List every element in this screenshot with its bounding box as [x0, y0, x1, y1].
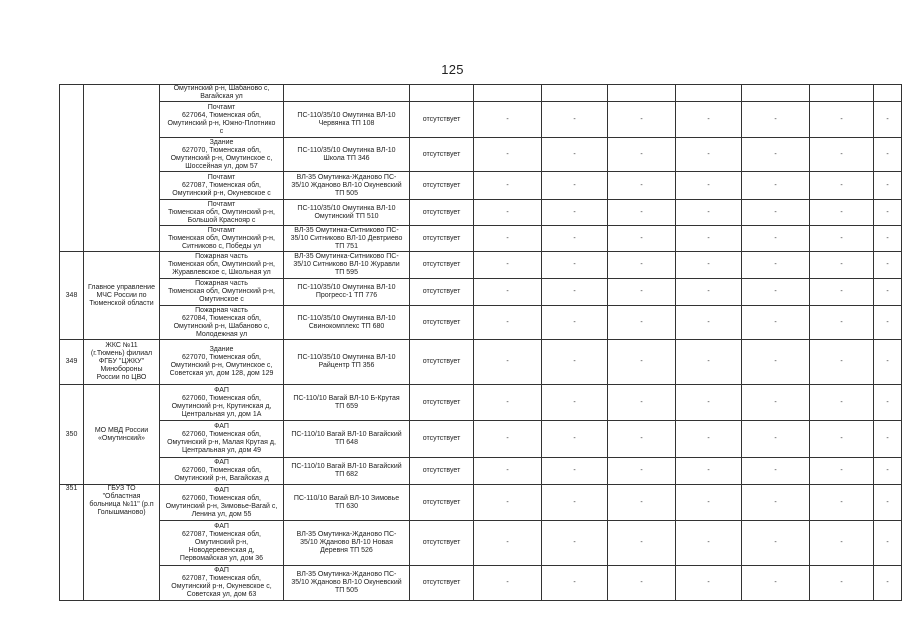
status-cell: отсутствует	[410, 102, 474, 138]
value-cell: -	[874, 385, 902, 421]
value-cell: -	[608, 279, 676, 306]
power-line-cell: ПС-110/35/10 Омутинка ВЛ-10 Омутинский ТП 510	[284, 200, 410, 226]
object-address-cell: Здание 627070, Тюменская обл, Омутинский р-н, Омутинское с, Советская ул, дом 128, дом 129	[160, 340, 284, 385]
value-cell: -	[676, 226, 742, 252]
status-cell: отсутствует	[410, 421, 474, 458]
value-cell: -	[676, 172, 742, 200]
value-cell: -	[542, 458, 608, 485]
value-cell: -	[742, 458, 810, 485]
table-row	[60, 252, 902, 279]
value-cell	[676, 85, 742, 102]
value-cell: -	[810, 521, 874, 566]
value-cell: -	[810, 252, 874, 279]
status-cell: отсутствует	[410, 306, 474, 340]
value-cell: -	[676, 521, 742, 566]
value-cell: -	[810, 226, 874, 252]
table-row	[60, 385, 902, 421]
table-row	[60, 200, 902, 226]
power-line-cell: ПС-110/10 Вагай ВЛ-10 Вагайский ТП 682	[284, 458, 410, 485]
value-cell: -	[608, 521, 676, 566]
value-cell: -	[608, 340, 676, 385]
status-cell: отсутствует	[410, 566, 474, 601]
status-cell: отсутствует	[410, 340, 474, 385]
value-cell: -	[474, 172, 542, 200]
value-cell: -	[874, 279, 902, 306]
value-cell: -	[742, 226, 810, 252]
row-number-cell	[60, 85, 84, 252]
value-cell: -	[742, 172, 810, 200]
object-address-cell: Почтамт 627064, Тюменская обл, Омутинский р-н, Южно-Плотнико с	[160, 102, 284, 138]
table-row	[60, 172, 902, 200]
power-line-cell: ВЛ-35 Омутинка-Ждановo ПС- 35/10 Ждановo ВЛ-10 Окуневский ТП 505	[284, 172, 410, 200]
value-cell: -	[474, 138, 542, 172]
object-address-cell: Пожарная часть 627084, Тюменская обл, Омутинский р-н, Шабаново с, Молодежная ул	[160, 306, 284, 340]
object-address-cell: ФАП 627060, Тюменская обл, Омутинский р-н, Крутинская д, Центральная ул, дом 1А	[160, 385, 284, 421]
status-cell: отсутствует	[410, 521, 474, 566]
value-cell: -	[810, 172, 874, 200]
value-cell: -	[810, 279, 874, 306]
table-row	[60, 279, 902, 306]
data-table	[59, 84, 902, 601]
value-cell: -	[874, 458, 902, 485]
table-row	[60, 421, 902, 458]
value-cell: -	[742, 306, 810, 340]
value-cell: -	[542, 138, 608, 172]
value-cell: -	[810, 385, 874, 421]
value-cell: -	[810, 306, 874, 340]
value-cell: -	[608, 252, 676, 279]
value-cell: -	[874, 200, 902, 226]
object-address-cell: ФАП 627087, Тюменская обл, Омутинский р-н, Окуневское с, Советская ул, дом 63	[160, 566, 284, 601]
table-row	[60, 458, 902, 485]
value-cell: -	[474, 421, 542, 458]
table-row	[60, 102, 902, 138]
value-cell: -	[874, 138, 902, 172]
organization-cell	[84, 85, 160, 252]
table-row	[60, 521, 902, 566]
value-cell: -	[474, 458, 542, 485]
power-line-cell: ВЛ-35 Омутинка-Ждановo ПС- 35/10 Ждановo ВЛ-10 Окуневский ТП 505	[284, 566, 410, 601]
value-cell: -	[810, 566, 874, 601]
value-cell	[874, 85, 902, 102]
value-cell: -	[474, 252, 542, 279]
object-address-cell: ФАП 627060, Тюменская обл, Омутинский р-н, Вагайская д	[160, 458, 284, 485]
status-cell: отсутствует	[410, 252, 474, 279]
value-cell: -	[608, 421, 676, 458]
power-line-cell: ПС-110/35/10 Омутинка ВЛ-10 Райцентр ТП 356	[284, 340, 410, 385]
value-cell: -	[542, 566, 608, 601]
value-cell: -	[608, 458, 676, 485]
value-cell: -	[608, 566, 676, 601]
value-cell: -	[676, 340, 742, 385]
value-cell: -	[474, 102, 542, 138]
value-cell: -	[474, 485, 542, 521]
page-number: 125	[441, 62, 464, 77]
value-cell: -	[608, 385, 676, 421]
power-line-cell: ПС-110/10 Вагай ВЛ-10 Зимовье ТП 630	[284, 485, 410, 521]
power-line-cell: ВЛ-35 Омутинка-Ситниково ПС- 35/10 Ситниково ВЛ-10 Девтриево ТП 751	[284, 226, 410, 252]
value-cell: -	[742, 200, 810, 226]
status-cell: отсутствует	[410, 279, 474, 306]
value-cell: -	[542, 279, 608, 306]
power-line-cell: ПС-110/35/10 Омутинка ВЛ-10 Школа ТП 346	[284, 138, 410, 172]
value-cell: -	[676, 385, 742, 421]
row-number-cell: 348	[60, 252, 84, 340]
value-cell: -	[742, 566, 810, 601]
organization-cell: Главное управление МЧС России по Тюменской области	[84, 252, 160, 340]
row-number-cell: 351	[60, 485, 84, 601]
organization-cell: ГБУЗ ТО "Областная больница №11" (р.п Голышманово)	[84, 485, 160, 601]
value-cell: -	[874, 566, 902, 601]
value-cell: -	[608, 102, 676, 138]
value-cell: -	[542, 306, 608, 340]
value-cell: -	[874, 421, 902, 458]
status-cell: отсутствует	[410, 385, 474, 421]
value-cell: -	[474, 200, 542, 226]
value-cell: -	[874, 521, 902, 566]
object-address-cell: ФАП 627060, Тюменская обл, Омутинский р-н, Малая Крутая д, Центральная ул, дом 49	[160, 421, 284, 458]
value-cell: -	[874, 306, 902, 340]
value-cell: -	[542, 226, 608, 252]
value-cell: -	[810, 485, 874, 521]
value-cell: -	[810, 200, 874, 226]
value-cell: -	[542, 485, 608, 521]
value-cell	[742, 85, 810, 102]
value-cell: -	[874, 172, 902, 200]
value-cell: -	[474, 279, 542, 306]
power-line-cell: ПС-110/10 Вагай ВЛ-10 Б-Крутая ТП 659	[284, 385, 410, 421]
value-cell: -	[676, 102, 742, 138]
object-address-cell: Почтамт Тюменская обл, Омутинский р-н, Большой Краснояр с	[160, 200, 284, 226]
power-line-cell: ПС-110/35/10 Омутинка ВЛ-10 Свинокомплекс ТП 680	[284, 306, 410, 340]
value-cell: -	[474, 306, 542, 340]
value-cell	[542, 85, 608, 102]
value-cell: -	[474, 521, 542, 566]
value-cell: -	[810, 138, 874, 172]
row-number-cell: 349	[60, 340, 84, 385]
value-cell: -	[676, 421, 742, 458]
object-address-cell: Почтамт 627087, Тюменская обл, Омутинский р-н, Окуневское с	[160, 172, 284, 200]
value-cell	[608, 85, 676, 102]
value-cell: -	[542, 102, 608, 138]
value-cell: -	[676, 138, 742, 172]
power-line-cell: ПС-110/10 Вагай ВЛ-10 Вагайский ТП 648	[284, 421, 410, 458]
value-cell	[474, 85, 542, 102]
value-cell: -	[608, 200, 676, 226]
object-address-cell: ФАП 627087, Тюменская обл, Омутинский р-н, Новодеревенская д, Первомайская ул, дом 36	[160, 521, 284, 566]
value-cell: -	[874, 485, 902, 521]
object-address-cell: Пожарная часть Тюменская обл, Омутинский р-н, Журавлевское с, Школьная ул	[160, 252, 284, 279]
status-cell: отсутствует	[410, 458, 474, 485]
value-cell: -	[810, 458, 874, 485]
power-line-cell: ПС-110/35/10 Омутинка ВЛ-10 Червянка ТП 108	[284, 102, 410, 138]
table-row	[60, 340, 902, 385]
value-cell: -	[742, 485, 810, 521]
power-line-cell	[284, 85, 410, 102]
status-cell: отсутствует	[410, 172, 474, 200]
status-cell	[410, 85, 474, 102]
status-cell: отсутствует	[410, 138, 474, 172]
table-row	[60, 85, 902, 102]
value-cell: -	[742, 340, 810, 385]
value-cell: -	[676, 306, 742, 340]
value-cell: -	[608, 306, 676, 340]
value-cell: -	[810, 340, 874, 385]
value-cell: -	[542, 172, 608, 200]
value-cell: -	[542, 421, 608, 458]
value-cell: -	[742, 102, 810, 138]
value-cell	[810, 85, 874, 102]
object-address-cell: Омутинский р-н, Шабаново с, Вагайская ул	[160, 85, 284, 102]
value-cell: -	[542, 521, 608, 566]
value-cell: -	[874, 102, 902, 138]
value-cell: -	[676, 566, 742, 601]
table-row	[60, 566, 902, 601]
value-cell: -	[474, 566, 542, 601]
value-cell: -	[676, 279, 742, 306]
value-cell: -	[742, 252, 810, 279]
object-address-cell: Здание 627070, Тюменская обл, Омутинский р-н, Омутинское с, Шоссейная ул, дом 57	[160, 138, 284, 172]
value-cell: -	[742, 279, 810, 306]
value-cell: -	[542, 200, 608, 226]
object-address-cell: ФАП 627060, Тюменская обл, Омутинский р-н, Зимовье-Вагай с, Ленина ул, дом 55	[160, 485, 284, 521]
value-cell: -	[810, 421, 874, 458]
power-line-cell: ПС-110/35/10 Омутинка ВЛ-10 Прогресс-1 ТП 776	[284, 279, 410, 306]
value-cell: -	[676, 252, 742, 279]
organization-cell: МО МВД России «Омутинский»	[84, 385, 160, 485]
value-cell: -	[742, 521, 810, 566]
value-cell: -	[874, 340, 902, 385]
table-row	[60, 226, 902, 252]
value-cell: -	[542, 252, 608, 279]
table-row	[60, 306, 902, 340]
object-address-cell: Почтамт Тюменская обл, Омутинский р-н, Ситниково с, Победы ул	[160, 226, 284, 252]
object-address-cell: Пожарная часть Тюменская обл, Омутинский р-н, Омутинское с	[160, 279, 284, 306]
organization-cell: ЖКС №11 (г.Тюмень) филиал ФГБУ "ЦЖКУ" Минобороны России по ЦВО	[84, 340, 160, 385]
status-cell: отсутствует	[410, 485, 474, 521]
power-line-cell: ВЛ-35 Омутинка-Ситниково ПС- 35/10 Ситниково ВЛ-10 Журавли ТП 595	[284, 252, 410, 279]
value-cell: -	[608, 172, 676, 200]
value-cell: -	[608, 485, 676, 521]
value-cell: -	[608, 138, 676, 172]
value-cell: -	[542, 385, 608, 421]
value-cell: -	[608, 226, 676, 252]
value-cell: -	[742, 385, 810, 421]
value-cell: -	[676, 485, 742, 521]
value-cell: -	[874, 252, 902, 279]
table-row	[60, 485, 902, 521]
status-cell: отсутствует	[410, 200, 474, 226]
value-cell: -	[676, 458, 742, 485]
value-cell: -	[474, 385, 542, 421]
table-row	[60, 138, 902, 172]
power-line-cell: ВЛ-35 Омутинка-Ждановo ПС- 35/10 Ждановo ВЛ-10 Новая Деревня ТП 526	[284, 521, 410, 566]
value-cell: -	[742, 138, 810, 172]
value-cell: -	[542, 340, 608, 385]
value-cell: -	[810, 102, 874, 138]
row-number-cell: 350	[60, 385, 84, 485]
status-cell: отсутствует	[410, 226, 474, 252]
value-cell: -	[742, 421, 810, 458]
value-cell: -	[474, 340, 542, 385]
value-cell: -	[874, 226, 902, 252]
value-cell: -	[474, 226, 542, 252]
value-cell: -	[676, 200, 742, 226]
